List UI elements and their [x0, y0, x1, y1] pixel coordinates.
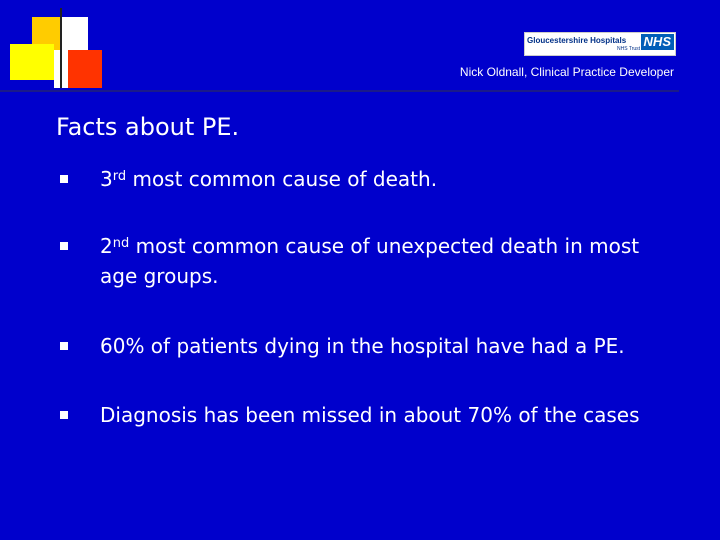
logo-subtitle: NHS Trust	[617, 46, 641, 52]
bullet-square-icon	[60, 175, 68, 183]
nhs-badge: NHS	[641, 34, 674, 50]
nhs-trust-logo	[524, 32, 676, 56]
logo-name: Gloucestershire Hospitals	[527, 36, 627, 45]
bullet-text: 60% of patients dying in the hospital have had a PE.	[100, 334, 625, 358]
decor-red-square	[68, 50, 102, 88]
bullet-square-icon	[60, 342, 68, 350]
bullet-square-icon	[60, 242, 68, 250]
bullet-text: Diagnosis has been missed in about 70% of the cases	[100, 403, 640, 427]
bullet-text: 3rd most common cause of death.	[100, 167, 438, 191]
author-line: Nick Oldnall, Clinical Practice Developer	[459, 65, 674, 79]
slide-title: Facts about PE.	[56, 113, 240, 141]
decor-yellow-square	[10, 44, 54, 80]
decor-vertical-line	[60, 8, 62, 88]
bullet-text: 2nd most common cause of unexpected death in most age groups.	[100, 234, 640, 288]
bullet-square-icon	[60, 411, 68, 419]
header-divider	[0, 90, 679, 92]
